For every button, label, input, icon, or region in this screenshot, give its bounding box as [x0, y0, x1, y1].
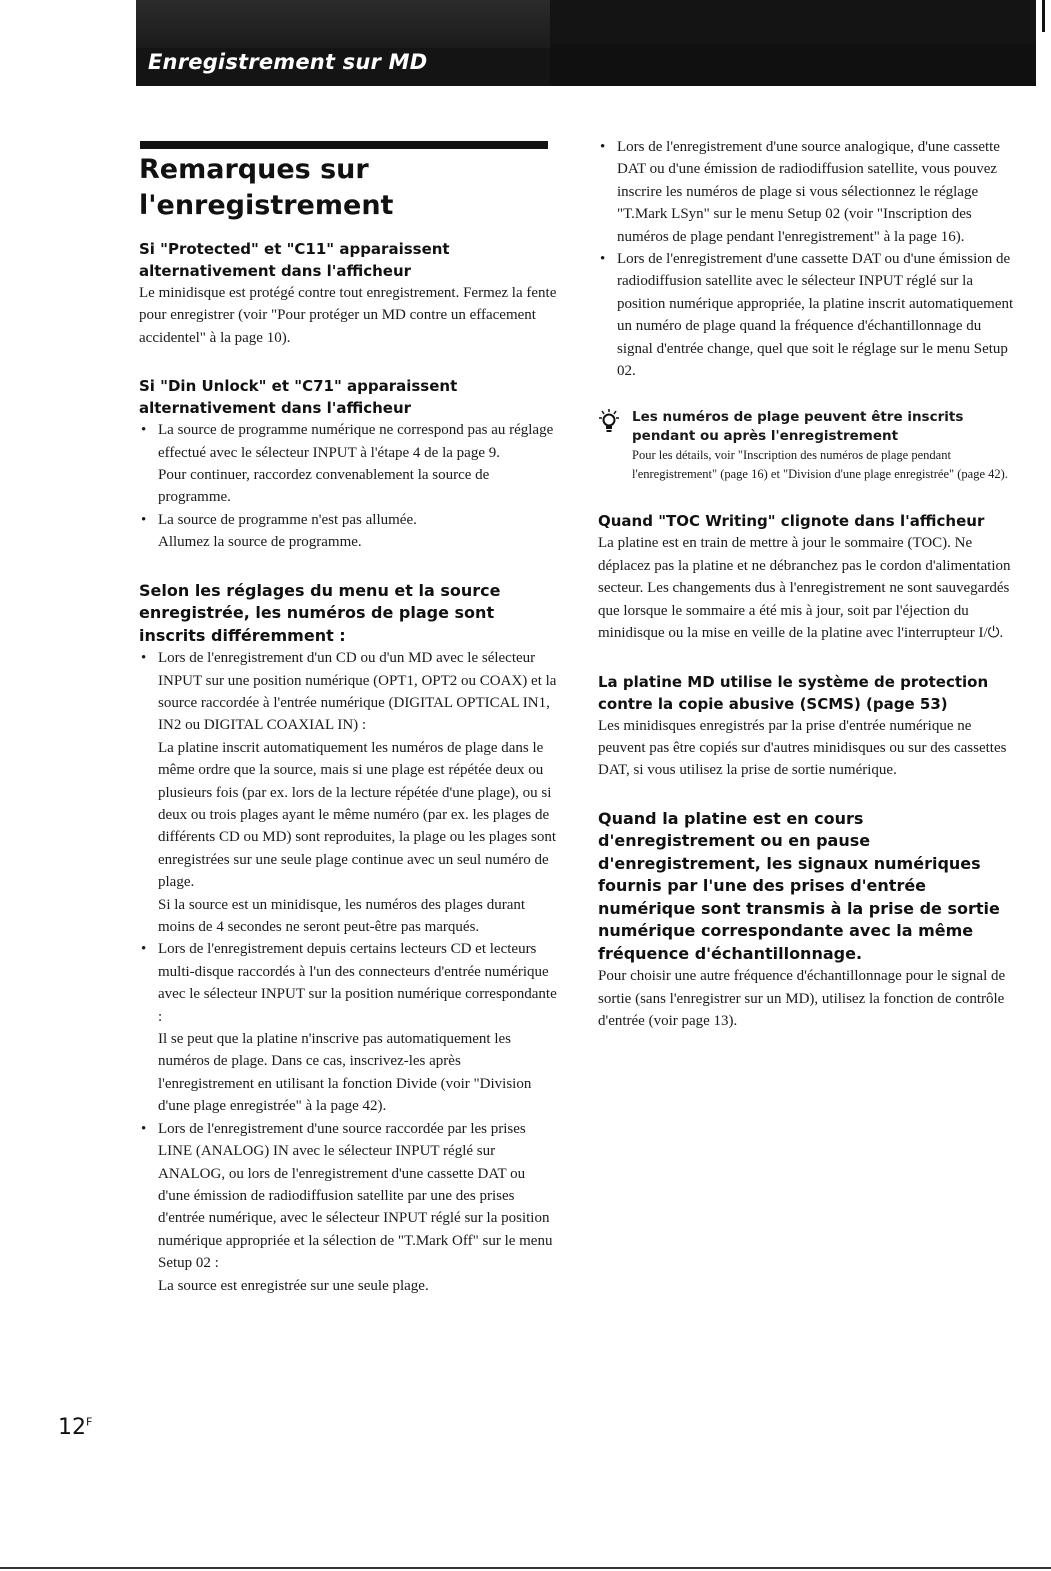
text-scms: Les minidisques enregistrés par la prise d'entrée numérique ne peuvent pas être copiés sur d'autres minidisques ou sur des cassettes DAT, si vous utilisez la prise de sortie numérique. [598, 717, 1007, 779]
heading-track-numbers: Selon les réglages du menu et la source enregistrée, les numéros de plage sont inscrits différemment : [139, 580, 501, 645]
lightbulb-icon [598, 408, 620, 436]
list-item [139, 647, 559, 938]
bullet-text: • La source de programme n'est pas allumée. [158, 511, 417, 528]
bullet-subtext: La source est enregistrée sur une seule plage. [158, 1277, 429, 1294]
list-item [139, 419, 559, 509]
page-number-value: 12 [58, 1415, 86, 1440]
bullet-subtext: Allumez la source de programme. [158, 534, 362, 551]
list-item [139, 509, 559, 554]
bullet-text: • La source de programme numérique ne correspond pas au réglage effectué avec le sélecteur INPUT à l'étape 4 de la page 9. [158, 422, 554, 461]
bullet-text: • Lors de l'enregistrement d'une cassette DAT ou d'une émission de radiodiffusion satellite avec le sélecteur INPUT réglé sur la position numérique appropriée, la platine inscrit automatiquement un numéro de plage quand la fréquence d'échantillonnage du signal d'entrée change, quel que soit le réglage sur le menu Setup 02. [617, 251, 1014, 380]
bullet-text: • Lors de l'enregistrement d'une source analogique, d'une cassette DAT ou d'une émission de radiodiffusion satellite, vous pouvez inscrire les numéros de plage si vous sélectionnez le réglage "T.Mark LSyn" sur le menu Setup 02 (voir "Inscription des numéros de plage pendant l'enregistrement" à la page 16). [617, 139, 1000, 245]
bottom-rule [0, 1567, 1051, 1569]
section-rule [140, 141, 548, 149]
left-column [139, 152, 559, 1297]
bullet-text: • Lors de l'enregistrement d'un CD ou d'un MD avec le sélecteur INPUT sur une position numérique (OPT1, OPT2 ou COAX) et la source raccordée à l'entrée numérique (DIGITAL OPTICAL IN1, IN2 ou DIGITAL COAXIAL IN) : [158, 650, 557, 734]
tip-title: Les numéros de plage peuvent être inscrits pendant ou après l'enregistrement [632, 409, 964, 445]
list-item [598, 248, 1018, 382]
list-track-numbers [139, 647, 559, 1297]
chapter-title: Enregistrement sur MD [148, 50, 428, 74]
list-item [598, 136, 1018, 248]
header-band-step [550, 44, 1036, 86]
heading-scms: La platine MD utilise le système de protection contre la copie abusive (SCMS) (page 53) [598, 672, 989, 713]
list-track-numbers-cont [598, 136, 1018, 382]
page-number-suffix: F [86, 1415, 93, 1429]
bullet-text: • Lors de l'enregistrement depuis certains lecteurs CD et lecteurs multi-disque raccordés à l'un des connecteurs d'entrée numérique avec le sélecteur INPUT sur la position numérique correspondante : [158, 941, 557, 1025]
heading-din-unlock: Si "Din Unlock" et "C71" apparaissent alternativement dans l'afficheur [139, 377, 458, 418]
heading-toc-writing: Quand "TOC Writing" clignote dans l'afficheur [598, 512, 985, 531]
list-item [139, 938, 559, 1117]
list-item [139, 1118, 559, 1297]
bullet-subtext: La platine inscrit automatiquement les numéros de plage dans le même ordre que la source, mais si une plage est répétée deux ou plusieurs fois (par ex. lors de la lecture répétée d'une plage), ou si deux ou trois plages ayant le même numéro (par ex. les plages de différents CD ou MD) sont reproduites, la plage ou les plages sont enregistrées sur une seule plage continue avec un seul numéro de plage. [158, 739, 556, 891]
heading-digital-output: Quand la platine est en cours d'enregistrement ou en pause d'enregistrement, les signaux numériques fournis par l'une des prises d'entrée numérique sont transmis à la prise de sortie numérique correspondante avec la même fréquence d'échantillonnage. [598, 808, 1000, 963]
header-band-highlight [136, 0, 550, 48]
section-title: Remarques sur l'enregistrement [139, 154, 394, 221]
heading-protected: Si "Protected" et "C11" apparaissent alternativement dans l'afficheur [139, 240, 450, 280]
right-column [598, 136, 1018, 1032]
tip-body: Pour les détails, voir "Inscription des numéros de plage pendant l'enregistrement" (page 16) et "Division d'une plage enregistrée" (page 42). [632, 448, 1008, 482]
text-digital-output: Pour choisir une autre fréquence d'échantillonnage pour le signal de sortie (sans l'enregistrer sur un MD), utilisez la fonction de contrôle d'entrée (voir page 13). [598, 968, 1006, 1030]
edge-mark [1042, 0, 1045, 32]
page-number [58, 1415, 92, 1440]
bullet-subtext: Il se peut que la platine n'inscrive pas automatiquement les numéros de plage. Dans ce cas, inscrivez-les après l'enregistrement en utilisant la fonction Divide (voir "Division d'une plage enregistrée" à la page 42). [158, 1031, 532, 1115]
bullet-text: • Lors de l'enregistrement d'une source raccordée par les prises LINE (ANALOG) IN avec le sélecteur INPUT réglé sur ANALOG, ou lors de l'enregistrement d'une cassette DAT ou d'une émission de radiodiffusion satellite par une des prises d'entrée numérique, avec le sélecteur INPUT réglé sur la position numérique appropriée et la sélection de "T.Mark Off" sur le menu Setup 02 : [158, 1120, 553, 1272]
text-toc-writing: La platine est en train de mettre à jour le sommaire (TOC). Ne déplacez pas la platine et ne débranchez pas le cordon d'alimentation secteur. Les changements dus à l'enregistrement ne sont sauvegardés que lorsque le sommaire a été mis à jour, soit par l'éjection du minidisque ou la mise en veille de la platine avec l'interrupteur I/⏻. [598, 535, 1011, 642]
bullet-subtext: Si la source est un minidisque, les numéros des plages durant moins de 4 secondes ne seront peut-être pas marqués. [158, 896, 526, 936]
tip-box [598, 408, 1018, 484]
text-protected: Le minidisque est protégé contre tout enregistrement. Fermez la fente pour enregistrer (voir "Pour protéger un MD contre un effacement accidentel" à la page 10). [139, 285, 557, 346]
bullet-subtext: Pour continuer, raccordez convenablement la source de programme. [158, 467, 490, 506]
list-din-unlock [139, 419, 559, 553]
